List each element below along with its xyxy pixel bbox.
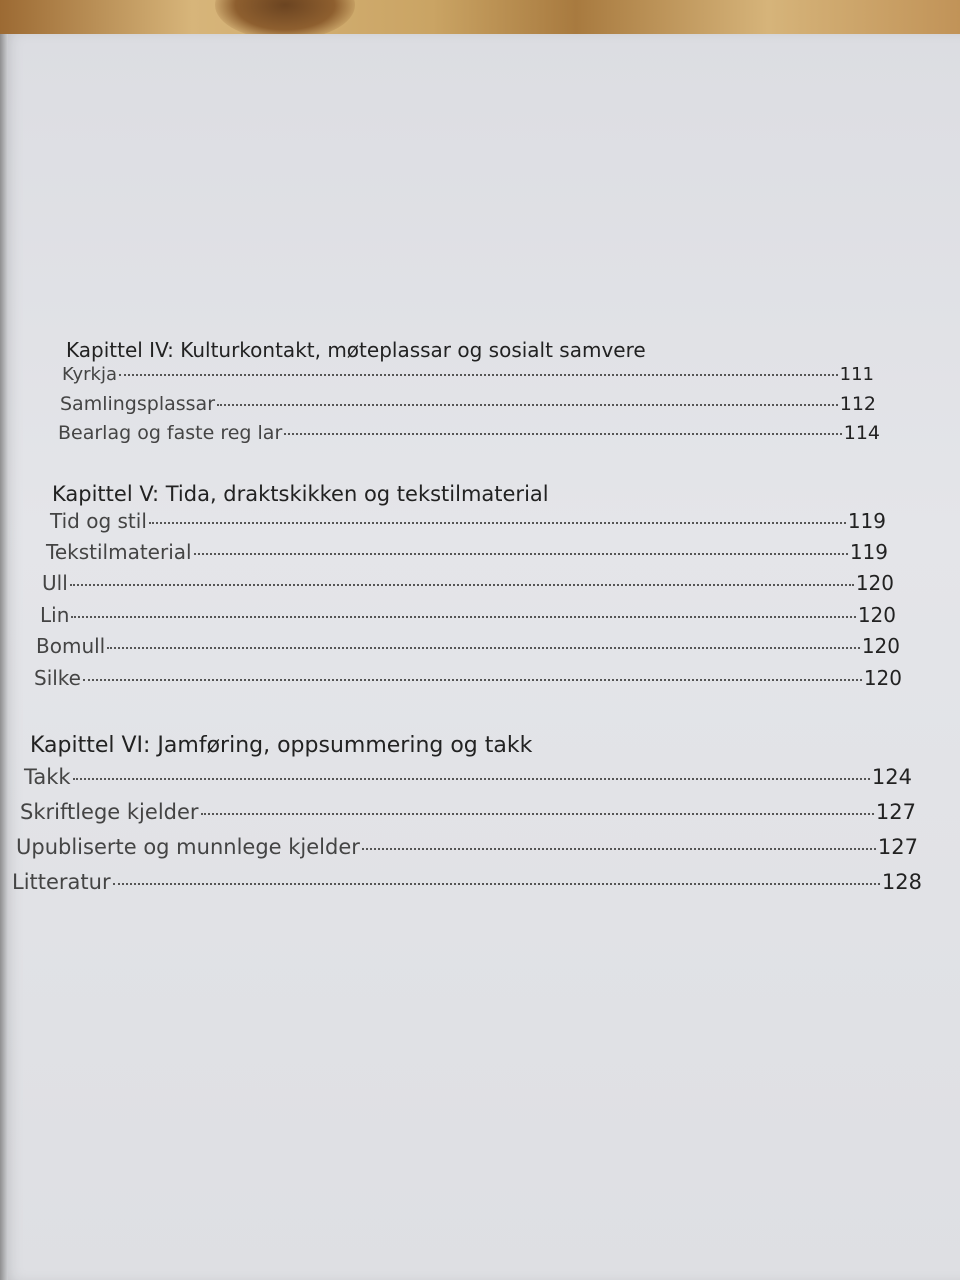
entry-page: 114	[843, 422, 880, 444]
entry-page: 120	[861, 634, 900, 658]
entry-page: 128	[881, 870, 922, 894]
toc-entry[interactable]	[24, 765, 912, 789]
leader-dots	[83, 679, 862, 681]
entry-page: 120	[855, 571, 894, 595]
entry-label: Litteratur	[12, 870, 111, 894]
leader-dots	[201, 813, 874, 815]
entry-page: 124	[871, 765, 912, 789]
entry-page: 120	[863, 666, 902, 690]
entry-label: Lin	[40, 603, 70, 627]
leader-dots	[194, 553, 848, 555]
entry-page: 119	[847, 509, 886, 533]
entry-label: Tekstilmaterial	[46, 540, 192, 564]
entry-label: Skriftlege kjelder	[20, 800, 199, 824]
toc-entry[interactable]	[16, 835, 918, 859]
leader-dots	[119, 374, 838, 376]
toc-entry[interactable]	[60, 393, 876, 415]
toc-entry[interactable]	[36, 634, 900, 658]
leader-dots	[73, 778, 870, 780]
entry-label: Takk	[24, 765, 71, 789]
entry-page: 119	[849, 540, 888, 564]
entry-label: Ull	[42, 571, 68, 595]
chapter-5-title: Kapittel V: Tida, draktskikken og tekstilmaterial	[52, 482, 549, 506]
toc-entry[interactable]	[58, 422, 880, 444]
entry-page: 127	[877, 835, 918, 859]
toc-entry[interactable]	[42, 571, 894, 595]
entry-label: Bomull	[36, 634, 106, 658]
entry-page: 111	[839, 364, 874, 385]
entry-label: Upubliserte og munnlege kjelder	[16, 835, 360, 859]
leader-dots	[70, 584, 854, 586]
entry-page: 120	[857, 603, 896, 627]
entry-label: Silke	[34, 666, 81, 690]
leader-dots	[113, 883, 880, 885]
leader-dots	[362, 848, 876, 850]
toc-entry[interactable]	[50, 509, 886, 533]
chapter-4-title: Kapittel IV: Kulturkontakt, møteplassar og sosialt samvere	[66, 338, 646, 362]
chapter-6-title: Kapittel VI: Jamføring, oppsummering og takk	[30, 733, 533, 758]
toc-entry[interactable]	[62, 364, 874, 385]
leader-dots	[149, 522, 846, 524]
leader-dots	[71, 616, 855, 618]
leader-dots	[107, 647, 860, 649]
leader-dots	[284, 433, 841, 435]
leader-dots	[217, 404, 838, 406]
toc-entry[interactable]	[12, 870, 922, 894]
toc-entry[interactable]	[46, 540, 888, 564]
entry-label: Tid og stil	[50, 509, 147, 533]
toc-entry[interactable]	[20, 800, 916, 824]
toc-entry[interactable]	[40, 603, 896, 627]
toc-entry[interactable]	[34, 666, 902, 690]
entry-label: Kyrkja	[62, 364, 118, 385]
entry-label: Samlingsplassar	[60, 393, 216, 415]
entry-label: Bearlag og faste reg lar	[58, 422, 283, 444]
entry-page: 112	[839, 393, 876, 415]
entry-page: 127	[875, 800, 916, 824]
